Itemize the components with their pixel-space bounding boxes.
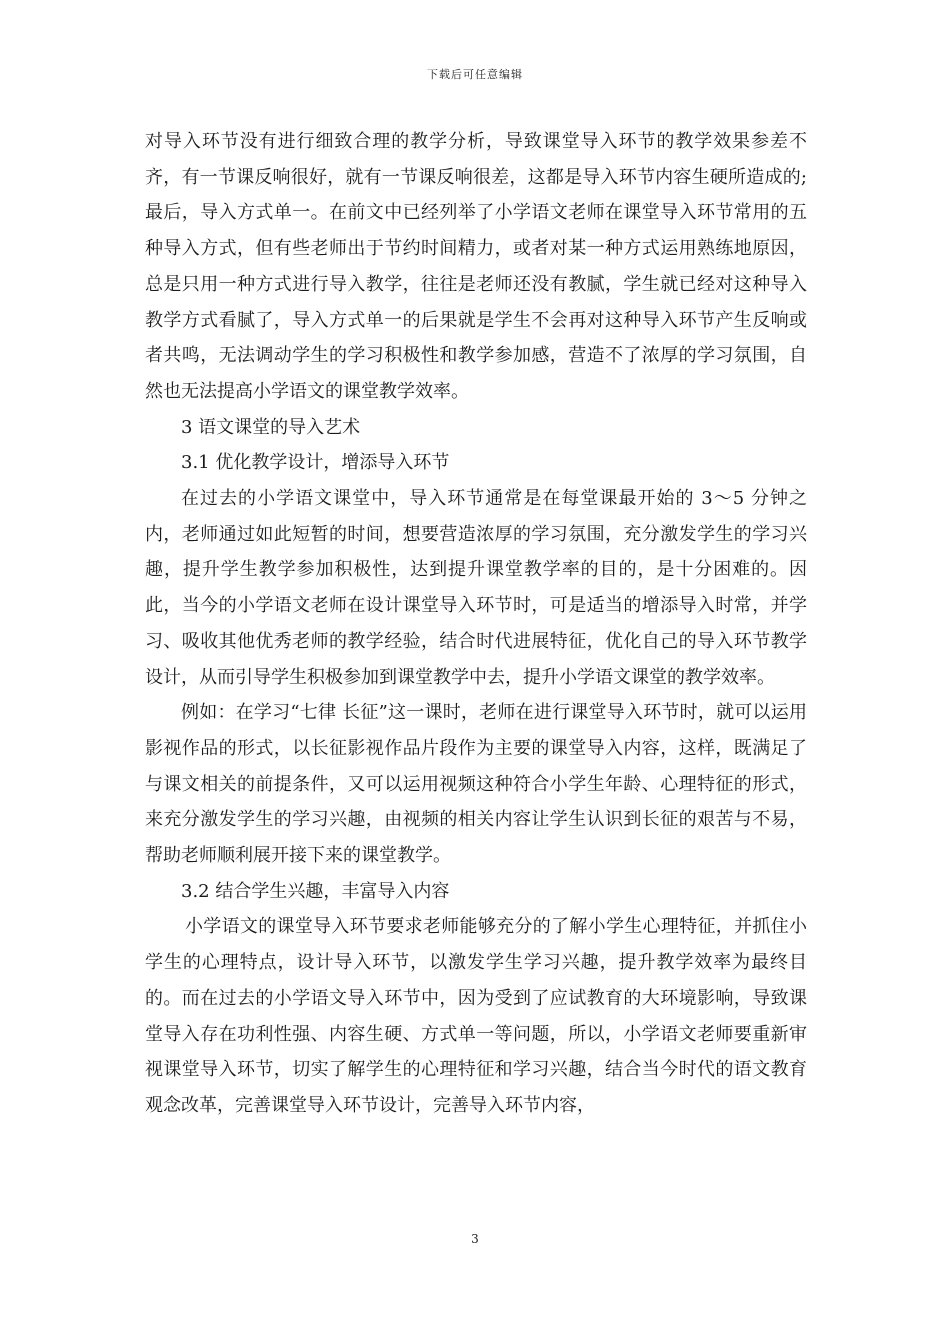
paragraph-student-interest: 小学语文的课堂导入环节要求老师能够充分的了解小学生心理特征，并抓住小学生的心理特点，设计导入环节，以激发学生学习兴趣，提升教学效率为最终目的。而在过去的小学语文导入环节中，因为受到了应试教育的大环境影响，导致课堂导入存在功利性强、内容生硬、方式单一等问题，所以，小学语文老师要重新审视课堂导入环节，切实了解学生的心理特征和学习兴趣，结合当今时代的语文教育观念改革，完善课堂导入环节设计，完善导入环节内容， — [145, 916, 807, 1116]
section-heading-3: 3 语文课堂的导入艺术 — [181, 416, 361, 438]
subsection-heading-3-2: 3.2 结合学生兴趣，丰富导入内容 — [181, 880, 450, 902]
page-number: 3 — [471, 1232, 479, 1246]
paragraph-continuation: 对导入环节没有进行细致合理的教学分析，导致课堂导入环节的教学效果参差不齐，有一节课反响很好，就有一节课反响很差，这都是导入环节内容生硬所造成的;最后，导入方式单一。在前文中已经列举了小学语文老师在课堂导入环节常用的五种导入方式，但有些老师出于节约时间精力，或者对某一种方式运用熟练地原因，总是只用一种方式进行导入教学，往往是老师还没有教腻，学生就已经对这种导入教学方式看腻了，导入方式单一的后果就是学生不会再对这种导入环节产生反响或者共鸣，无法调动学生的学习积极性和教学参加感，营造不了浓厚的学习氛围，自然也无法提高小学语文的课堂教学效率。 — [145, 131, 807, 402]
paragraph-teaching-design: 在过去的小学语文课堂中，导入环节通常是在每堂课最开始的 3～5 分钟之内，老师通过如此短暂的时间，想要营造浓厚的学习氛围，充分激发学生的学习兴趣，提升学生教学参加积极性，达到提升课堂教学率的目的，是十分困难的。因此，当今的小学语文老师在设计课堂导入环节时，可是适当的增添导入时常，并学习、吸收其他优秀老师的教学经验，结合时代进展特征，优化自己的导入环节教学设计，从而引导学生积极参加到课堂教学中去，提升小学语文课堂的教学效率。 — [145, 488, 807, 688]
document-body — [145, 124, 807, 1124]
subsection-heading-3-1: 3.1 优化教学设计，增添导入环节 — [181, 452, 450, 474]
header-note: 下载后可任意编辑 — [427, 68, 523, 81]
paragraph-example: 例如：在学习“七律 长征”这一课时，老师在进行课堂导入环节时，就可以运用影视作品的形式，以长征影视作品片段作为主要的课堂导入内容，这样，既满足了与课文相关的前提条件，又可以运用视频这种符合小学生年龄、心理特征的形式，来充分激发学生的学习兴趣，由视频的相关内容让学生认识到长征的艰苦与不易，帮助老师顺利展开接下来的课堂教学。 — [145, 702, 807, 867]
